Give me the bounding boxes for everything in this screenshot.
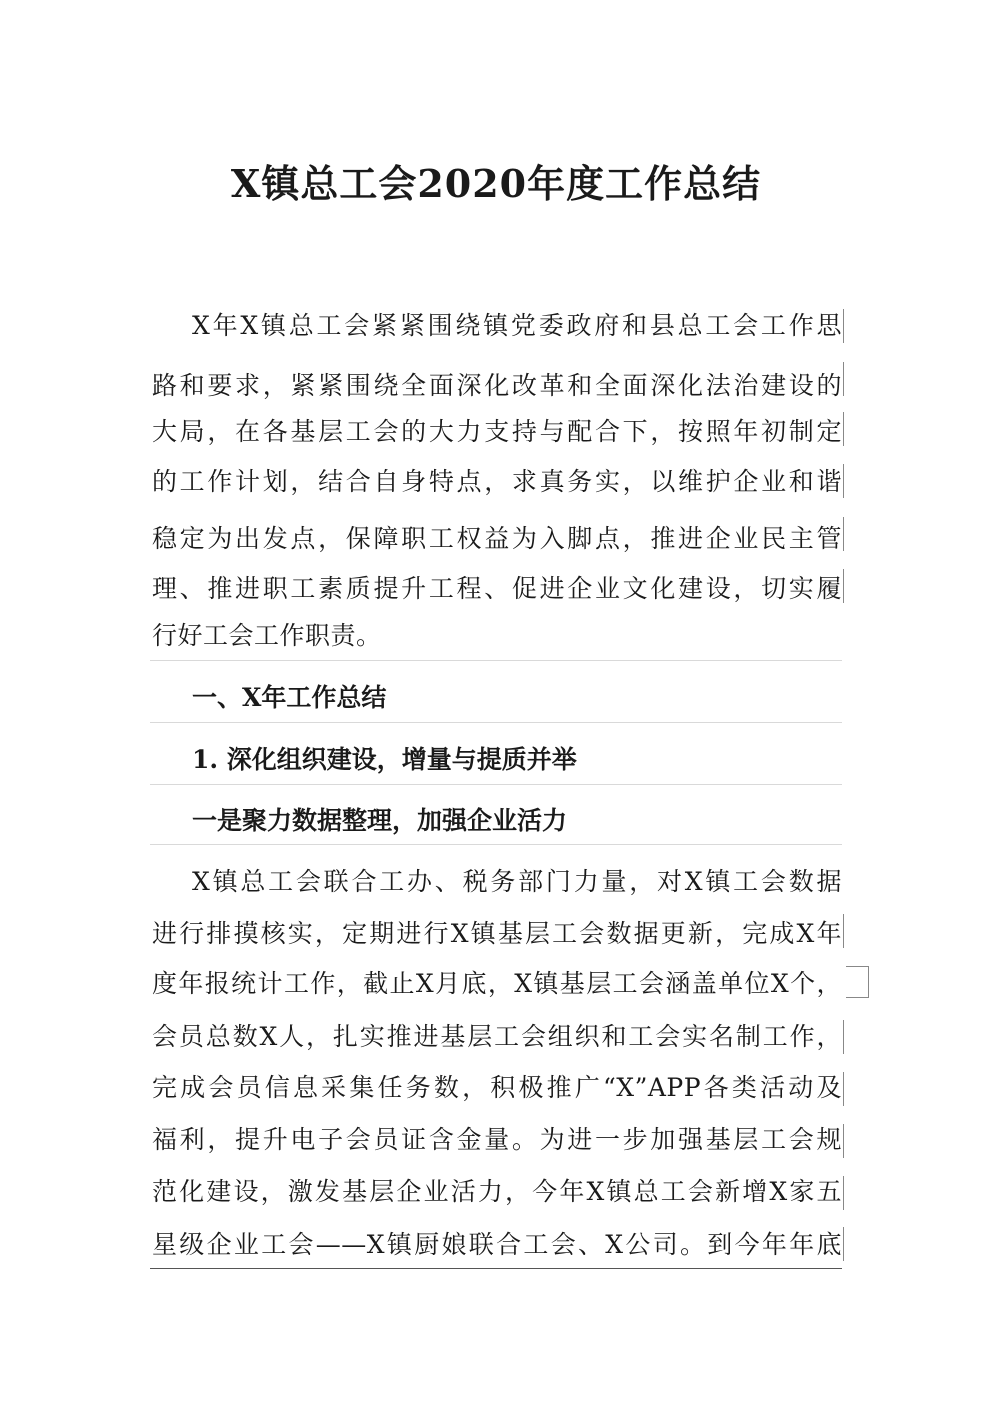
paragraph-line: 路和要求，紧紧围绕全面深化改革和全面深化法治建设的: [152, 371, 842, 400]
margin-mark: [843, 412, 844, 446]
margin-corner-mark: [846, 966, 869, 998]
paragraph-line: 福利，提升电子会员证含金量。为进一步加强基层工会规: [152, 1125, 842, 1154]
paragraph-line: X年X镇总工会紧紧围绕镇党委政府和县总工会工作思: [192, 311, 842, 340]
paragraph-line: 的工作计划，结合自身特点，求真务实，以维护企业和谐: [152, 467, 842, 496]
margin-mark: [843, 1020, 844, 1054]
margin-mark: [843, 1072, 844, 1106]
margin-mark: [843, 914, 844, 948]
section-heading: 一、X年工作总结: [192, 683, 387, 712]
margin-mark: [843, 569, 844, 603]
paragraph-line: 理、推进职工素质提升工程、促进企业文化建设，切实履: [152, 574, 842, 603]
paragraph-line: 星级企业工会——X镇厨娘联合工会、X公司。到今年年底: [152, 1230, 842, 1259]
paragraph-line: 度年报统计工作，截止X月底，X镇基层工会涵盖单位X个，: [152, 969, 842, 998]
paragraph-line: 大局，在各基层工会的大力支持与配合下，按照年初制定: [152, 417, 842, 446]
divider: [150, 660, 842, 661]
margin-mark: [843, 1176, 844, 1210]
paragraph-line: X镇总工会联合工办、税务部门力量，对X镇工会数据: [192, 867, 842, 896]
point-heading: 一是聚力数据整理，加强企业活力: [192, 806, 568, 835]
document-title: X镇总工会2020年度工作总结: [230, 161, 762, 206]
margin-mark: [843, 517, 844, 551]
paragraph-line: 稳定为出发点，保障职工权益为入脚点，推进企业民主管: [152, 524, 842, 553]
paragraph-line: 完成会员信息采集任务数，积极推广“X”APP各类活动及: [152, 1073, 842, 1102]
divider: [150, 844, 842, 845]
divider: [150, 722, 842, 723]
margin-mark: [843, 309, 844, 343]
margin-mark: [843, 1124, 844, 1158]
margin-mark: [843, 362, 844, 396]
paragraph-line: 进行排摸核实，定期进行X镇基层工会数据更新，完成X年: [152, 919, 842, 948]
paragraph-line: 范化建设，激发基层企业活力，今年X镇总工会新增X家五: [152, 1177, 842, 1206]
paragraph-line: 会员总数X人，扎实推进基层工会组织和工会实名制工作，: [152, 1022, 842, 1051]
page-bottom-rule: [150, 1268, 842, 1269]
divider: [150, 784, 842, 785]
margin-mark: [843, 464, 844, 498]
paragraph-line: 行好工会工作职责。: [152, 621, 382, 650]
subsection-heading: 1. 深化组织建设，增量与提质并举: [192, 745, 577, 774]
margin-mark: [843, 1227, 844, 1261]
